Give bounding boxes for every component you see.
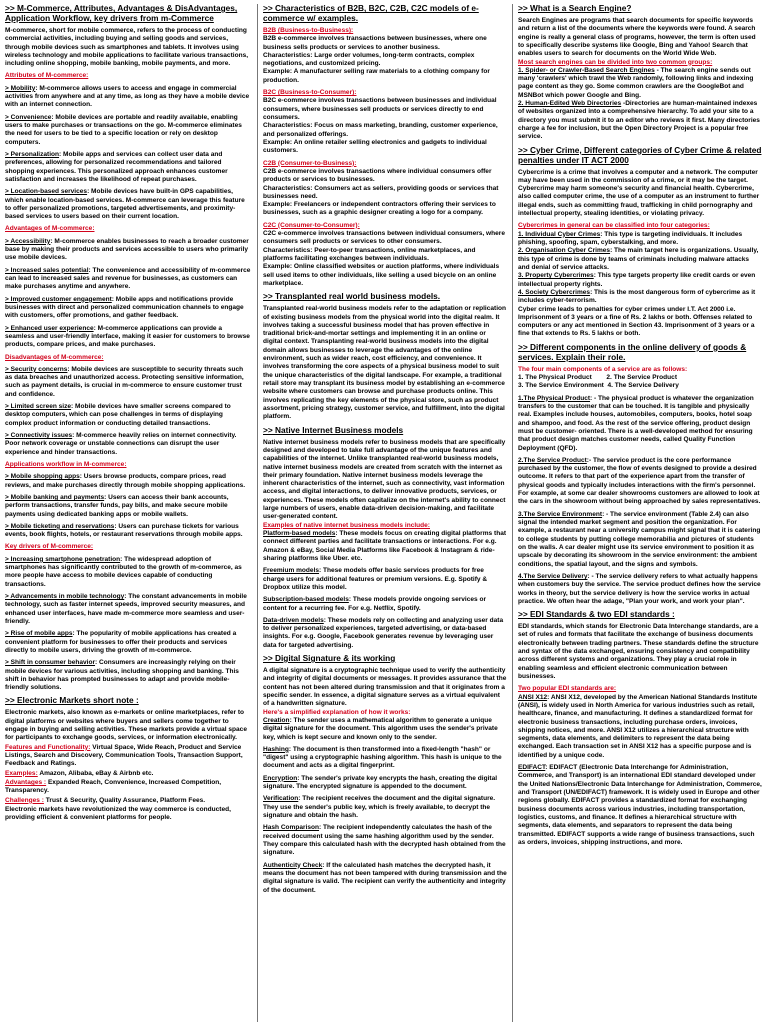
model-line: Characteristics: Large order volumes, long-term contracts, complex negotiations, and customized pricing.	[263, 51, 475, 68]
markets-challenges: Challenges : Trust & Security, Quality Assurance, Platform Fees.	[5, 796, 206, 804]
markets-heading: >> Electronic Markets short note :	[5, 695, 139, 706]
signature-explain: Here's a simplified explanation of how it works:	[263, 708, 411, 716]
list-item: > Enhanced user experience: M-commerce applications can provide a seamless and user-friendly interface, making it easier for customers to browse products, compare prices, and make purchases.	[5, 324, 250, 349]
search-heading: >> What is a Search Engine?	[518, 4, 632, 13]
markets-examples: Examples: Amazon, Alibaba, eBay & Airbnb etc.	[5, 769, 154, 777]
list-item: > Rise of mobile apps: The popularity of mobile applications has created a convenient platform for businesses to offer their products and services directly to mobile users, driving the growth of m-commerce.	[5, 630, 237, 654]
components-list-2: 3. The Service Environment 4. The Service Delivery	[518, 382, 679, 390]
list-item: > Security concerns: Mobile devices are susceptible to security threats such as data breaches and unauthorized access. Protecting sensitive information, such as payment details, is crucial in m-commerce to ensure customer trust and confidence.	[5, 365, 244, 398]
model-line: C2C e-commerce involves transactions between individual consumers, where consumers sell products or services to other consumers.	[263, 230, 505, 246]
model-line: Example: Online classified websites or auction platforms, where individuals sell used items to other individuals, like selling a used bicycle on an online marketplace.	[263, 263, 500, 287]
list-item: EDIFACT: EDIFACT (Electronic Data Interchange for Administration, Commerce, and Transport) is an international EDI standard developed under the United Nations/Electronic Data Interchange for Administration, Commerce, and Transport (UN/EDIFACT) framework. It is widely used in Europe and other regions globally. EDIFACT provides a standardized format for exchanging business documents across various industries, including transportation, logistics, customs, and finance. It defines a hierarchical structure with segments, data elements, and separators to represent the data being transmitted. EDIFACT supports a wide range of business transactions, such as orders, invoices, shipping instructions, and more.	[518, 764, 762, 846]
list-item: 3. Property Cybercrimes: This type targets property like credit cards or even intellectual property rights.	[518, 272, 756, 288]
list-item: 2. Organisation Cyber Crimes: The main target here is organizations. Usually, this type of crime is done by teams of criminals including malware attacks and denial of service attacks.	[518, 247, 759, 271]
list-item: Hash Comparison: The recipient independently calculates the hash of the received document using the same hashing algorithm used by the sender. They compare this calculated hash with the decrypted hash obtained from the signature.	[263, 824, 506, 857]
list-item: > Mobility: M-commerce allows users to access and engage in commercial activities from anywhere and at any time, as long as they have a mobile device with an internet connection.	[5, 84, 250, 109]
model-c2c	[263, 222, 507, 289]
list-item: > Mobile banking and payments: Users can access their bank accounts, perform transactions, transfer funds, pay bills, and make secure mobile payments using dedicated banking apps or mobile wallets.	[5, 493, 229, 518]
components-label: The four main components of a service are as follows:	[518, 365, 688, 373]
disadvantages-heading: Disadvantages of M-commerce:	[5, 353, 104, 361]
attributes-list	[5, 85, 251, 222]
model-label: B2C (Business-to-Consumer):	[263, 89, 357, 97]
list-item: Subscription-based models: These models provide ongoing services or content for a recurring fee. For e.g. Netflix, Spotify.	[263, 596, 487, 612]
signature-heading: >> Digital Signature & its working	[263, 653, 396, 664]
column-3	[512, 4, 762, 1022]
drivers-list	[5, 556, 251, 693]
model-c2b	[263, 160, 507, 218]
model-line: C2B e-commerce involves transactions where individual consumers offer products or services to businesses.	[263, 167, 492, 184]
edi-text: EDI standards, which stands for Electronic Data Interchange standards, are a set of rules and formats that facilitate the exchange of business documents electronically between trading partners. These standards define the structure and syntax of the data exchanged, ensuring consistency and compatibility across different systems and organizations. They play a crucial role in enabling seamless and efficient electronic communication between businesses.	[518, 623, 759, 680]
list-item: 1. Individual Cyber Crimes: This type is targeting individuals. It includes phishing, spoofing, spam, cyberstalking, and more.	[518, 230, 743, 247]
components-list-1: 1. The Physical Product 2. The Service Product	[518, 374, 677, 382]
attributes-heading: Attributes of M-commerce:	[5, 72, 89, 80]
list-item: > Limited screen size: Mobile devices have smaller screens compared to desktop computers, which can pose challenges in terms of displaying complex product information or conducting detailed transactions.	[5, 403, 231, 427]
search-text: Search Engines are programs that search documents for specific keywords and return a list of the documents where the keywords were found. A search engine is really a general class of programs, however, the term is often used to specifically describe systems like Google, Bing and Yahoo! Search that enables users to search for documents on the World Wide Web.	[518, 16, 756, 58]
model-b2c	[263, 89, 507, 156]
native-heading: >> Native Internet Business models	[263, 424, 404, 435]
list-item: 4. Society Cybercrimes: This is the most dangerous form of cybercrime as it includes cyber-terrorism.	[518, 288, 756, 305]
model-label: C2C (Consumer-to-Consumer):	[263, 221, 360, 229]
list-item: 2. Human-Edited Web Directories -Directories are human-maintained indexes of websites organized into a comprehensive hierarchy. To add your site to a directory you must submit it to an editor who reviews it first. Many directories charge a fee for inclusion, but the Open Directory Project is a popular free service.	[518, 100, 760, 141]
list-item: > Accessibility: M-commerce enables businesses to reach a broader customer base by making their products and services accessible to users who primarily use mobile devices.	[5, 237, 249, 262]
disadvantages-list	[5, 366, 251, 457]
edi-heading: >> EDI Standards & two EDI standards :	[518, 609, 675, 620]
drivers-heading: Key drivers of M-commerce:	[5, 543, 94, 551]
list-item: 2.The Service Product:- The service product is the core performance purchased by the customer, the flow of events designed to provide a desired outcome. It refers to that part of the experience apart from the transfer of physical goods and typically includes interactions with the firm's personnel. For example, at some car dealer showrooms customers are allowed to look at the cars in the showroom without being approached by sales representatives.	[518, 456, 761, 506]
edi-standards-label: Two popular EDI standards are:	[518, 685, 617, 693]
markets-features: Features and Functionality: Virtual Space, Wide Reach, Product and Service Listings, Search and Discovery, Communication Tools, Transaction Support, Feedback and Ratings.	[5, 743, 243, 768]
column-2	[257, 4, 512, 1022]
list-item: > Shift in consumer behavior: Consumers are increasingly relying on their mobile devices for various activities, including shopping and banking. This shift in behavior has prompted businesses to adapt and provide mobile-friendly solutions.	[5, 659, 239, 692]
mcommerce-heading: >> M-Commerce, Attributes, Advantages & DisAdvantages, Application Workflow, key drivers from m-Commerce	[5, 4, 238, 23]
model-line: Characteristics: Peer-to-peer transactions, online marketplaces, and platforms facilitating exchanges between individuals.	[263, 246, 476, 263]
model-line: Characteristics: Focus on mass marketing, branding, customer experience, and personalized offerings.	[263, 122, 498, 138]
native-examples-label: Examples of native internet business models include:	[263, 521, 430, 529]
list-item: Freemium models: These models offer basic services products for free charge users for additional features or premium versions. E.g. Spotify & Dropbox utilize this model.	[263, 567, 488, 591]
cyber-penalty: Cyber crime leads to penalties for cyber crimes under I.T. Act 2000 i.e. Imprisonment of 3 years or a fine of Rs. 2 lakhs or both. Offenses related to computers or any act mentioned in Section 43. Imprisonment of 3 years or a fine that extends to Rs. 5 lakhs or both.	[518, 305, 755, 338]
cyber-heading: >> Cyber Crime, Different categories of Cyber Crime & related penalties under IT ACT 2000	[518, 144, 762, 165]
list-item: > Increased sales potential: The convenience and accessibility of m-commerce can lead to increased sales and revenue for businesses, as customers can make purchases anytime and anywhere.	[5, 266, 251, 291]
advantages-heading: Advantages of M-commerce:	[5, 225, 95, 233]
list-item: > Advancements in mobile technology: The constant advancements in mobile technology, such as faster internet speeds, improved security measures, and enhanced user interfaces, have made m-commerce more seamless and user-friendly.	[5, 593, 247, 625]
list-item: 3.The Service Environment: - The service environment (Table 2.4) can also signal the intended market segment and position the organization. For example, a restaurant near a university campus might signal that it is catering to college students by putting college memorabilia and pictures of students on the walls. A car dealer might use its service environment to position it as upscale by decorating its showroom in the service environment: the ambient conditions, the spatial layout, and the signs and symbols.	[518, 510, 761, 568]
list-item: ANSI X12: ANSI X12, developed by the American National Standards Institute (ANSI), is widely used in North America for various industries such as retail, healthcare, finance, and manufacturing. It defines a standardized format for electronic business transactions, including purchase orders, invoices, shipping notices, and more. ANSI X12 utilizes a hierarchical structure with segments, data elements, and delimiters to represent the data being exchanged. Each transaction set in ANSI X12 has a specific purpose and is identified by a unique code.	[518, 693, 758, 759]
list-item: 1. Spider- or Crawler-Based Search Engines - The search engine sends out many 'crawlers' which trawl the Web randomly, following links and indexing page content as they go. Some common crawlers are the GoogleBot and MSNBot which power Google and Bing.	[518, 66, 754, 99]
list-item: > Mobile shopping apps: Users browse products, compare prices, read reviews, and make purchases directly through mobile shopping applications.	[5, 473, 246, 489]
model-line: B2C e-commerce involves transactions between businesses and individual consumers, where businesses sell products or services directly to end consumers.	[263, 97, 497, 122]
markets-outro: Electronic markets have revolutionized the way commerce is conducted, providing efficient & convenient platforms for people.	[5, 805, 231, 822]
mcommerce-intro: M-commerce, short for mobile commerce, refers to the process of conducting commercial activities, including buying and selling goods and services, through mobile devices such as smartphones and tablets. It involves using wireless technology and mobile applications to facilitate various transactions, including online shopping, mobile banking, mobile payments, and more.	[5, 26, 249, 68]
markets-intro: Electronic markets, also known as e-markets or online marketplaces, refer to digital platforms or websites where buyers and sellers come together to engage in buying and selling activities. These markets provide a virtual space for participants to exchange goods, services, or information electronically.	[5, 709, 247, 742]
list-item: > Mobile ticketing and reservations: Users can purchase tickets for various events, book flights, hotels, or restaurant reservations through mobile apps.	[5, 522, 243, 539]
model-line: Example: Freelancers or independent contractors offering their services to businesses, such as a graphic designer creating a logo for a company.	[263, 201, 496, 217]
markets-advantages: Advantages : Expanded Reach, Convenience, Increased Competition, Transparency.	[5, 778, 222, 795]
model-line: B2B e-commerce involves transactions between businesses, where one business sells products or services to another business.	[263, 35, 487, 51]
components-heading: >> Different components in the online delivery of goods & services. Explain their role.	[518, 341, 747, 362]
cyber-categories-label: Cybercrimes in general can be classified into four categories:	[518, 222, 710, 230]
model-line: Example: A manufacturer selling raw materials to a clothing company for production.	[263, 68, 490, 84]
list-item: Encryption: The sender's private key encrypts the hash, creating the digital signature. The encrypted signature is appended to the document.	[263, 774, 498, 791]
signature-text: A digital signature is a cryptographic technique used to verify the authenticity and integrity of digital documents or messages. It provides assurance that the content has not been altered during transmission and that it originates from a specific sender. In essence, a digital signature serves as a virtual equivalent of a handwritten signature.	[263, 667, 507, 708]
transplanted-heading: >> Transplanted real world business models.	[263, 291, 441, 302]
model-label: C2B (Consumer-to-Business):	[263, 159, 357, 167]
list-item: > Location-based services: Mobile devices have built-in GPS capabilities, which enable location-based services. M-commerce can leverage this feature to offer personalized promotions, targeted advertisements, and proximity-based services to users based on their current location.	[5, 188, 245, 221]
list-item: > Personalization: Mobile apps and services can collect user data and preferences, allowing for personalized recommendations and tailored shopping experiences. This personalized approach enhances customer satisfaction and increases the likelihood of repeat purchases.	[5, 150, 228, 183]
list-item: > Increasing smartphone penetration: The widespread adoption of smartphones has significantly contributed to the growth of m-commerce, as more people have access to mobile devices capable of conducting transactions.	[5, 555, 242, 588]
list-item: > Improved customer engagement: Mobile apps and notifications provide businesses with direct and personalized communication channels to engage with customers, offer promotions, and gather feedback.	[5, 295, 244, 320]
workflow-heading: Applications workflow in M-commerce:	[5, 460, 127, 468]
workflow-list	[5, 473, 251, 539]
model-label: B2B (Business-to-Business):	[263, 26, 354, 34]
list-item: Verification: The recipient receives the document and the digital signature. They use the sender's public key, which is freely available, to decrypt the signature and obtain the hash.	[263, 795, 496, 820]
native-text: Native internet business models refer to business models that are specifically designed and developed to take full advantage of the unique features and capabilities of the internet. Unlike transplanted real-world business models, native internet business models are created from scratch with the internet as their primary foundation. Native internet business models leverage the inherent characteristics of the internet, such as connectivity, vast information access, and digital interactions, to deliver innovative products, services, or experiences. These models often capitalize on the internet's ability to connect large numbers of users, enable data-driven decision-making, and facilitate user-generated content.	[263, 438, 506, 521]
list-item: Authenticity Check: If the calculated hash matches the decrypted hash, it means the document has not been tampered with during transmission and the digital signature is valid. The recipient can verify the authenticity and integrity of the document.	[263, 861, 507, 894]
search-groups-label: Most search engines can be divided into two common groups:	[518, 58, 713, 66]
model-line: Example: An online retailer selling electronics and gadgets to individual customers.	[263, 138, 487, 155]
list-item: 4.The Service Delivery: - The service delivery refers to what actually happens when customers buy the service. The service product defines how the service works in theory, but the service delivery is how the service works in actual practice. We often hear the adage, "Plan your work, and work your plan".	[518, 572, 761, 605]
list-item: Data-driven models: These models rely on collecting and analyzing user data to deliver personalized experiences, targeted advertising, or data-based insights. For e.g. Google, Facebook generates revenue by leveraging user data for targeted advertising.	[263, 616, 504, 649]
list-item: > Convenience: Mobile devices are portable and readily available, enabling users to make purchases or transactions on the go. M-commerce eliminates the need for users to be tied to a specific location or rely on desktop computers.	[5, 113, 242, 146]
list-item: Hashing: The document is then transformed into a fixed-length "hash" or "digest" using a cryptographic hashing algorithm. This hash is unique to the document and acts as a digital fingerprint.	[263, 745, 502, 770]
list-item: 1.The Physical Product: - The physical product is whatever the organization transfers to the customer that can be touched. It is tangible and physically real. Examples include houses, automobiles, computers, books, hotel soap and shampoo, and food. As the rest of the service offering, product design must be customer- oriented. There is a well-developed method for ensuring that product design matches customer needs, called Quality Function Deployment (QFD).	[518, 394, 754, 452]
list-item: Creation: The sender uses a mathematical algorithm to generate a unique digital signature for the document. This algorithm uses the sender's private key, which is kept secure and known only to the sender.	[263, 716, 498, 741]
advantages-list	[5, 238, 251, 350]
transplanted-text: Transplanted real-world business models refer to the adaptation or replication of existing business models from the physical world into the digital realm. It involves taking a successful business model that has proven effective in traditional brick-and-mortar settings and implementing it in an online or digital context. Transplanting real-world business models into the digital domain allows businesses to leverage the advantages of the online environment, such as wider reach, cost efficiency, and convenience. It involves transforming the core aspects of a physical business model to suit the unique characteristics of the digital landscape. For example, a traditional retail store may transplant its business model by establishing an e-commerce website where customers can browse and purchase products online. This involves replicating the key elements of the physical store, such as product assortment, pricing strategy, customer service, and fulfillment, into the digital platform.	[263, 305, 507, 421]
model-b2b	[263, 27, 507, 85]
models-heading: >> Characteristics of B2B, B2C, C2B, C2C models of e-commerce w/ examples.	[263, 4, 479, 23]
cyber-text: Cybercrime is a crime that involves a computer and a network. The computer may have been used in the commission of a crime, or it may be the target. Cybercrime may harm someone's security and financial health. Cybercrime, also called computer crime, the use of a computer as an instrument to further illegal ends, such as committing fraud, trafficking in child pornography and intellectual property, stealing identities, or violating privacy.	[518, 168, 760, 218]
model-line: Characteristics: Consumers act as sellers, providing goods or services that businesses need.	[263, 184, 499, 200]
list-item: > Connectivity issues: M-commerce heavily relies on internet connectivity. Poor network coverage or unstable connections can disrupt the user experience and hinder transactions.	[5, 432, 237, 456]
column-1	[5, 4, 257, 1022]
list-item: Platform-based models: These models focus on creating digital platforms that connect different parties and facilitate transactions or interactions. For e.g. Amazon & eBay, Social Media Platforms like Facebook & Instagram & ride-sharing platforms like Uber. etc.	[263, 530, 507, 562]
